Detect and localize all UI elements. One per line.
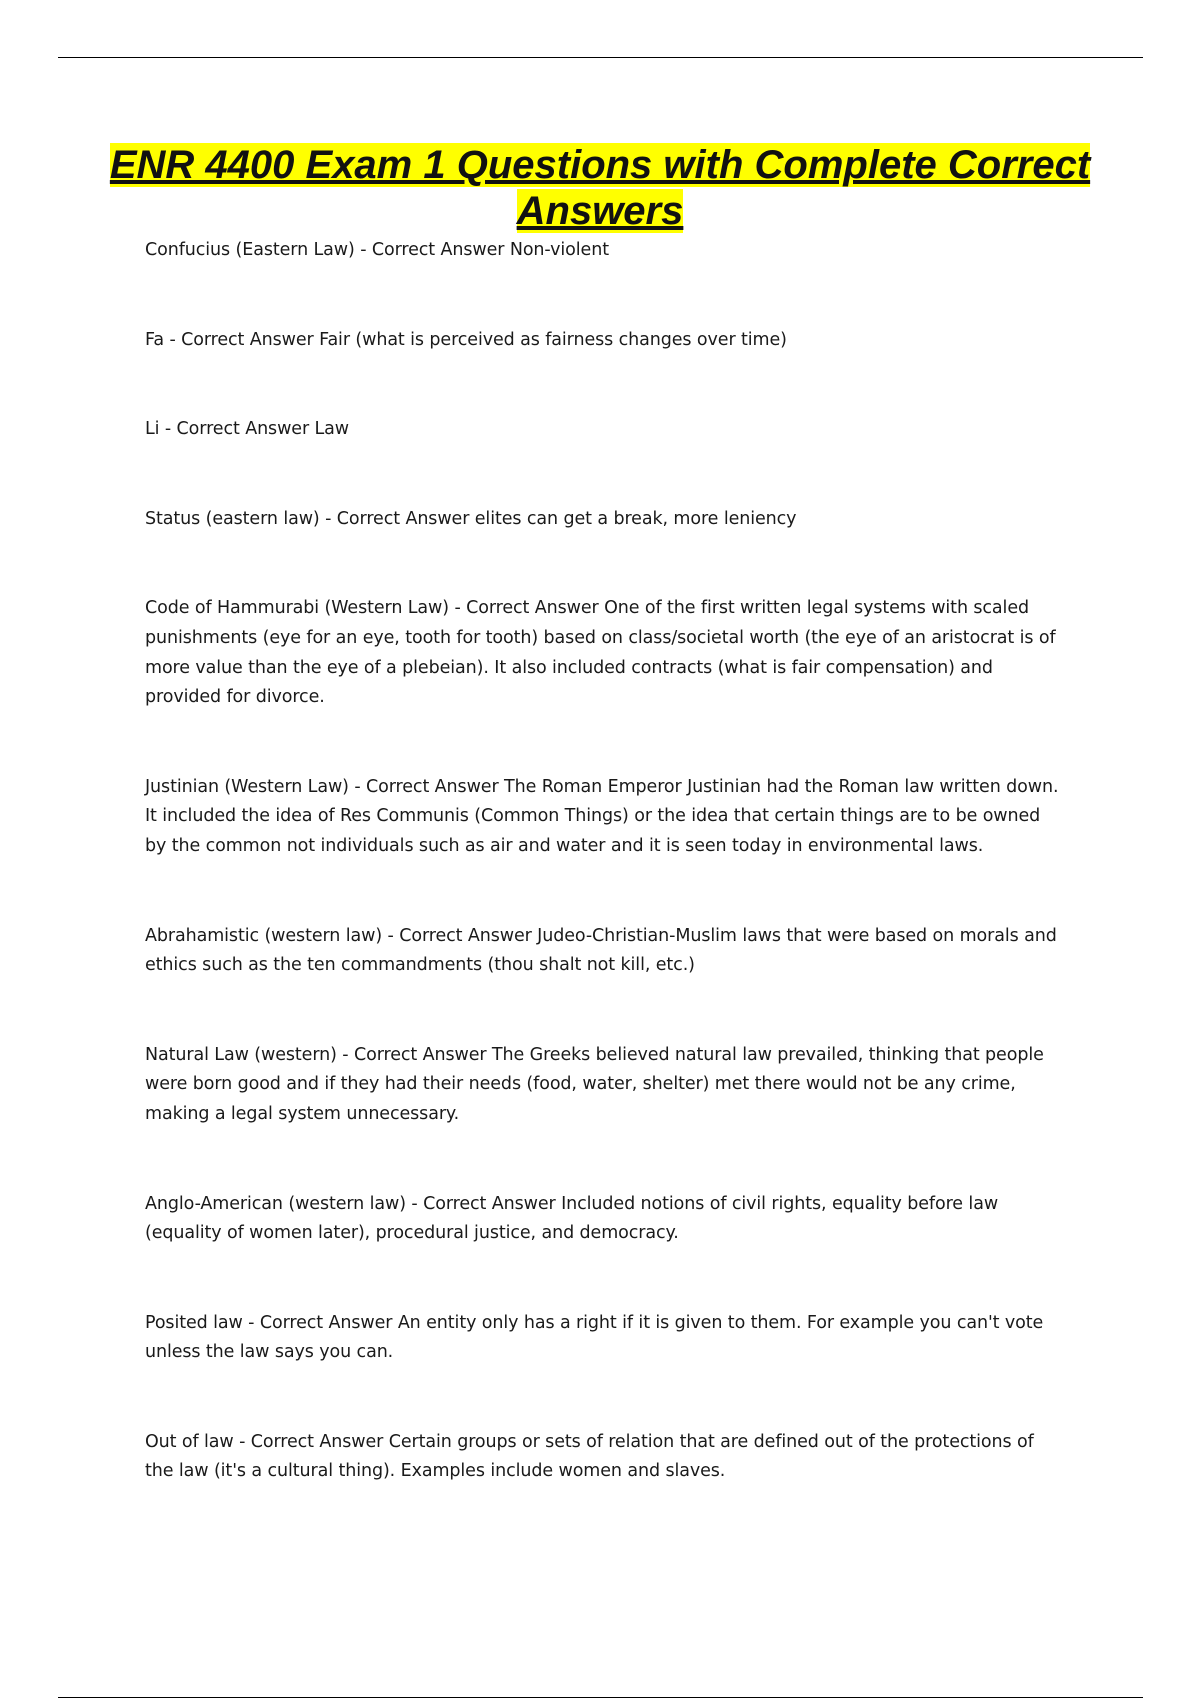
qa-answer: An entity only has a right if it is given to them. For example you can't vote unless the law says you can. [145,1312,1044,1363]
qa-term: Li [145,419,160,440]
qa-separator: - Correct Answer [405,1193,562,1214]
qa-answer: The Greeks believed natural law prevailed, thinking that people were born good and if they had their needs (food, water, shelter) met there would not be any crime, making a legal system unnecessary. [145,1044,1044,1124]
qa-separator: - Correct Answer [319,508,475,529]
qa-item [145,326,1065,356]
qa-item [145,773,1065,862]
qa-term: Anglo-American (western law) [145,1193,406,1214]
qa-separator: - Correct Answer [242,1312,398,1333]
bottom-rule [58,1697,1143,1698]
qa-item [145,1041,1065,1130]
qa-separator: - Correct Answer [336,1044,492,1065]
qa-answer: Certain groups or sets of relation that are defined out of the protections of the law (it's a cultural thing). Examples include women and slaves. [145,1431,1034,1482]
qa-answer: Included notions of civil rights, equality before law (equality of women later), procedural justice, and democracy. [145,1193,999,1244]
qa-term: Confucius (Eastern Law) [145,240,355,260]
qa-separator: - Correct Answer [163,329,320,350]
qa-separator: - Correct Answer [348,776,504,797]
qa-term: Out of law [145,1431,234,1452]
document-title: ENR 4400 Exam 1 Questions with Complete Correct Answers [109,143,1091,233]
qa-separator: - Correct Answer [449,598,605,619]
qa-separator: - Correct Answer [354,240,510,260]
qa-separator: - Correct Answer [382,925,538,946]
qa-separator: - Correct Answer [233,1431,389,1452]
qa-separator: - Correct Answer [159,419,315,440]
qa-item [145,1428,1065,1487]
qa-item [145,1309,1065,1368]
document-body [145,236,1065,1547]
qa-answer: Judeo-Christian-Muslim laws that were based on morals and ethics such as the ten commandments (thou shalt not kill, etc.) [145,925,1057,976]
qa-item [145,922,1065,981]
qa-item [145,415,1065,445]
qa-answer: Non-violent [509,240,609,260]
qa-answer: One of the first written legal systems with scaled punishments (eye for an eye, tooth for tooth) based on class/societal worth (the eye of an aristocrat is of more value than the eye of a plebeian). It also included contracts (what is fair compensation) and provided for divorce. [145,598,1056,708]
qa-term: Abrahamistic (western law) [145,925,383,946]
qa-term: Status (eastern law) [145,508,320,529]
top-rule [58,57,1143,58]
qa-answer: Fair (what is perceived as fairness changes over time) [319,329,787,350]
qa-term: Fa [145,329,164,350]
qa-answer: The Roman Emperor Justinian had the Roman law written down. It included the idea of Res Communis (Common Things) or the idea that certain things are to be owned by the common not individuals such as air and water and it is seen today in environmental laws. [145,776,1059,856]
qa-answer: elites can get a break, more leniency [474,508,797,529]
qa-item [145,505,1065,535]
qa-item [145,594,1065,712]
qa-term: Justinian (Western Law) [145,776,349,797]
qa-item [145,236,1065,266]
qa-term: Natural Law (western) [145,1044,337,1065]
qa-term: Posited law [145,1312,243,1333]
qa-answer: Law [314,419,350,440]
qa-term: Code of Hammurabi (Western Law) [145,598,449,619]
title-block [100,142,1100,234]
qa-item [145,1190,1065,1249]
